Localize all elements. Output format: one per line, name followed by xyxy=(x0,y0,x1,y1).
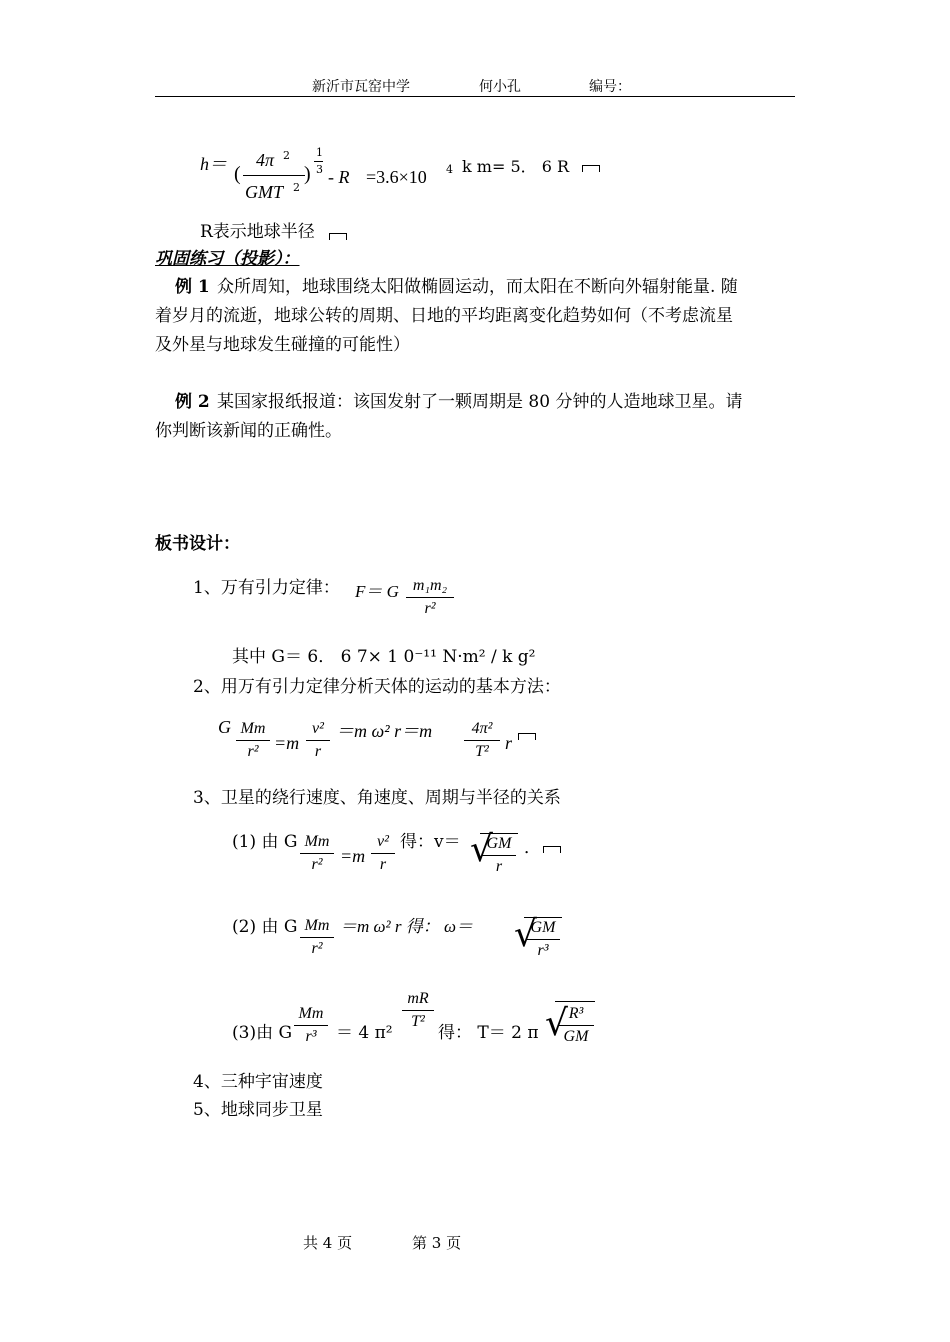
board-item1-num: m₁m₂ xyxy=(412,577,448,594)
board-sub2-num: Mm xyxy=(304,917,330,934)
board-sub3-num2: mR xyxy=(407,990,429,1007)
board-item2-mid: ＝m ω² r＝m xyxy=(336,721,433,741)
board-sub1-den2: r xyxy=(379,856,387,873)
board-item1-lhs: F＝ G xyxy=(355,582,399,601)
board-sub3-mid: ＝ 4 π² xyxy=(336,1023,393,1043)
board-sub3-num: Mm xyxy=(298,1005,324,1022)
board-sub2-rden: r³ xyxy=(537,942,549,959)
formula-h-open: ( xyxy=(234,163,241,185)
board-sub3-de: 得： T＝ 2 π xyxy=(438,1023,539,1043)
board-sub1-prefix: (1) 由 G xyxy=(232,832,298,852)
board-sub1-de: 得：v＝ xyxy=(400,832,461,852)
board-item2-eq1: =m xyxy=(274,733,300,753)
formula-h-exp-bar xyxy=(314,161,323,162)
formula-h-rest: k m= 5． 6 R xyxy=(462,157,570,176)
return-mark-icon xyxy=(518,733,536,740)
formula-h-num-exp: 2 xyxy=(283,149,290,162)
board-sub3-rnum: R³ xyxy=(568,1005,584,1022)
board-sub1-num: Mm xyxy=(304,833,330,850)
board-sub1-f1 xyxy=(300,831,334,876)
board-sub2-f1 xyxy=(300,915,334,960)
return-mark-icon xyxy=(582,165,600,172)
board-sub3-den2: T² xyxy=(411,1013,425,1030)
board-item5: 5、地球同步卫星 xyxy=(193,1100,323,1120)
footer-page: 第 3 页 xyxy=(412,1234,462,1252)
formula-h-eq: =3.6×10 xyxy=(366,167,427,187)
board-sub1-rden: r xyxy=(495,858,503,875)
board-item2-f1-num: Mm xyxy=(240,720,266,737)
example1-line3: 及外星与地球发生碰撞的可能性） xyxy=(155,335,410,355)
board-item2-f1-den: r² xyxy=(247,743,259,760)
board-sub2-rnum: GM xyxy=(530,919,556,936)
board-item2-f1 xyxy=(236,718,270,763)
footer-total: 共 4 页 xyxy=(303,1234,353,1252)
board-sub1-rnum: GM xyxy=(486,835,512,852)
board-item2-f3-den: T² xyxy=(475,743,489,760)
formula-h-num: 4π xyxy=(256,150,275,170)
board-sub3-rden: GM xyxy=(563,1028,589,1045)
example2-line2: 你判断该新闻的正确性。 xyxy=(155,421,342,441)
board-item2-f2-den: r xyxy=(314,743,322,760)
board-item1-den: r² xyxy=(424,600,436,617)
board-sub2-radicand xyxy=(526,917,560,962)
board-sub3-f2 xyxy=(402,988,434,1033)
sqrt-bar xyxy=(555,1001,595,1002)
board-item4: 4、三种宇宙速度 xyxy=(193,1072,323,1092)
formula-h-lhs: h＝ xyxy=(200,154,227,174)
board-sub1-f2 xyxy=(371,831,395,876)
board-sub1-den: r² xyxy=(311,856,323,873)
consolidation-title: 巩固练习（投影）： xyxy=(155,249,300,269)
formula-h-den: GMT xyxy=(245,182,284,202)
board-item1-g: 其中 G＝ 6． 6 7× 1 0⁻¹¹ N·m² / k g² xyxy=(232,647,536,667)
formula-h-minus-r: - R xyxy=(328,167,350,187)
formula-h-pow: 4 xyxy=(446,163,453,176)
board-sub2-prefix: (2) 由 G xyxy=(232,917,298,937)
header-author: 何小孔 xyxy=(479,79,521,95)
board-sub3-den: r³ xyxy=(305,1028,317,1045)
formula-h-bar xyxy=(243,175,305,176)
board-sub1-radicand xyxy=(482,833,516,878)
board-item2-f3 xyxy=(464,718,500,763)
board-item1-fraction xyxy=(406,575,454,620)
board-item3: 3、卫星的绕行速度、角速度、周期与半径的关系 xyxy=(193,788,561,808)
board-sub1-eq: =m xyxy=(340,846,366,866)
board-title: 板书设计： xyxy=(155,534,240,554)
board-item2-g: G xyxy=(218,717,231,737)
board-item2-f3-num: 4π² xyxy=(471,720,493,737)
sqrt-icon: √ xyxy=(545,1003,568,1044)
header-number-label: 编号： xyxy=(589,79,631,95)
board-item2: 2、用万有引力定律分析天体的运动的基本方法： xyxy=(193,677,561,697)
board-sub1-end: ． xyxy=(524,838,541,858)
return-mark-icon xyxy=(543,846,561,853)
board-item2-f2-num: v² xyxy=(312,720,324,737)
board-sub1-num2: v² xyxy=(377,833,389,850)
formula-h-note: R表示地球半径 xyxy=(200,222,315,242)
example2-label: 例 2 xyxy=(175,392,210,412)
example2-line1: 某国家报纸报道：该国发射了一颗周期是 80 分钟的人造地球卫星。请 xyxy=(217,392,743,412)
formula-h-den-exp: 2 xyxy=(293,181,300,194)
sqrt-icon: √ xyxy=(470,829,493,870)
board-sub3-prefix: (3)由 G xyxy=(232,1023,293,1043)
sqrt-icon: √ xyxy=(514,914,537,955)
board-item1: 1、万有引力定律： xyxy=(193,578,340,598)
header-rule xyxy=(155,96,795,97)
board-sub3-f1 xyxy=(294,1003,328,1048)
board-sub2-den: r² xyxy=(311,940,323,957)
example1-label: 例 1 xyxy=(175,277,210,297)
return-mark-icon xyxy=(329,233,347,240)
formula-h-close: ) xyxy=(304,163,311,185)
board-sub2-mid: ＝m ω² r 得： ω＝ xyxy=(340,917,473,936)
formula-h-exp-num: 1 xyxy=(316,146,323,159)
formula-h-exp-den: 3 xyxy=(316,163,323,176)
example1-line1: 众所周知，地球围绕太阳做椭圆运动，而太阳在不断向外辐射能量. 随 xyxy=(217,277,738,297)
board-item2-end: r xyxy=(505,733,513,753)
board-sub3-radicand xyxy=(558,1003,594,1048)
example1-line2: 着岁月的流逝，地球公转的周期、日地的平均距离变化趋势如何（不考虑流星 xyxy=(155,306,733,326)
board-item2-f2 xyxy=(306,718,330,763)
header-school: 新沂市瓦窑中学 xyxy=(312,79,410,95)
